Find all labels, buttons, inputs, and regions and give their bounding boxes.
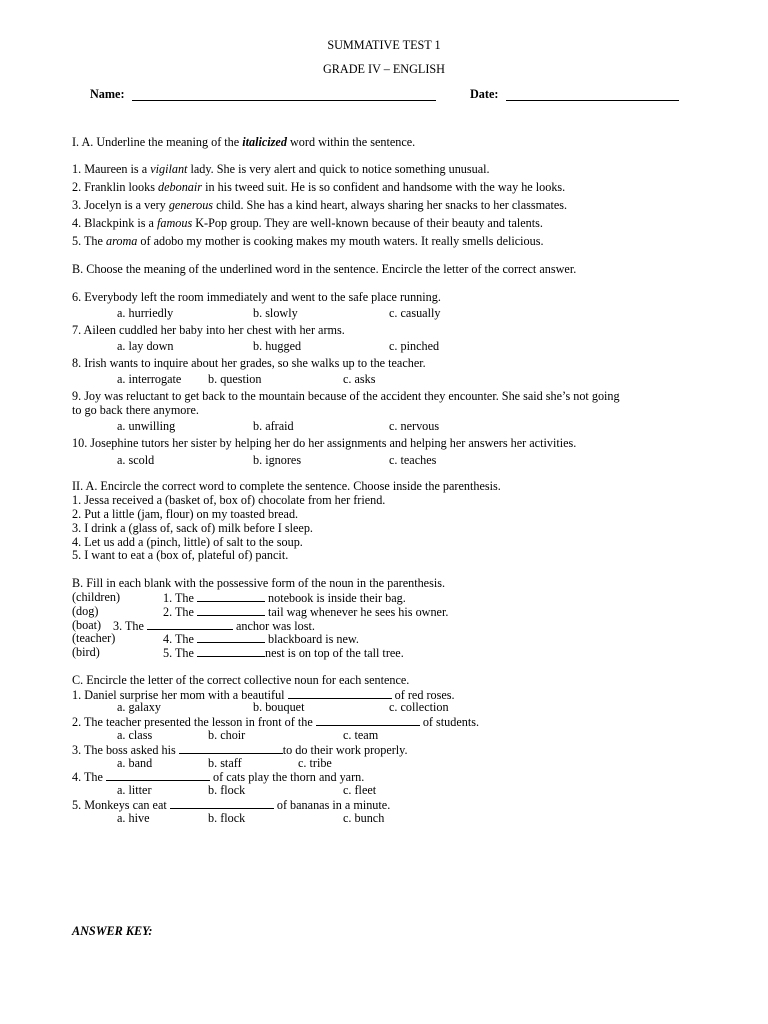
- choice-b[interactable]: b. staff: [208, 756, 242, 770]
- noun-hint: (boat): [72, 618, 102, 632]
- page-subtitle: GRADE IV – ENGLISH: [323, 62, 445, 76]
- choice-c[interactable]: c. pinched: [389, 339, 440, 353]
- item-text: 5. The: [72, 234, 106, 248]
- part2a-item-3[interactable]: 3. I drink a (glass of, sack of) milk before I sleep.: [72, 521, 313, 535]
- item-text: anchor was lost.: [232, 619, 315, 633]
- choice-a[interactable]: a. interrogate: [117, 372, 182, 386]
- part2a-item-5[interactable]: 5. I want to eat a (box of, plateful of) pancit.: [72, 548, 289, 562]
- choice-c[interactable]: c. tribe: [298, 756, 332, 770]
- part2b-item-2: [163, 604, 448, 619]
- item-text: 4. Blackpink is a: [72, 216, 157, 230]
- part1a-item-4: [72, 216, 543, 230]
- choice-a[interactable]: a. unwilling: [117, 419, 176, 433]
- instr-post: word within the sentence.: [286, 135, 416, 149]
- item-text: blackboard is new.: [264, 632, 359, 646]
- item-text[interactable]: of adobo my mother is cooking makes my mouth waters. It really smells delicious.: [137, 234, 544, 248]
- choice-c[interactable]: c. fleet: [343, 783, 377, 797]
- part2a-item-2[interactable]: 2. Put a little (jam, flour) on my toasted bread.: [72, 507, 299, 521]
- part1a-item-2: [72, 180, 565, 194]
- answer-blank[interactable]: [179, 742, 283, 754]
- choice-c[interactable]: c. asks: [343, 372, 376, 386]
- choice-a[interactable]: a. galaxy: [117, 700, 161, 714]
- item-text: of students.: [419, 715, 480, 729]
- part1b-question-9-line2: to go back there anymore.: [72, 403, 199, 417]
- item-text: tail wag whenever he sees his owner.: [264, 605, 449, 619]
- answer-blank[interactable]: [197, 604, 265, 616]
- item-text: 4. The: [163, 632, 197, 646]
- part2c-instruction: C. Encircle the letter of the correct collective noun for each sentence.: [72, 673, 410, 687]
- item-text: 2. The: [163, 605, 197, 619]
- name-label: Name:: [90, 87, 125, 101]
- item-text[interactable]: in his tweed suit. He is so confident and handsome with the way he looks.: [202, 180, 566, 194]
- item-text: of cats play the thorn and yarn.: [209, 770, 365, 784]
- item-text: of red roses.: [391, 688, 455, 702]
- italic-word[interactable]: generous: [168, 198, 214, 212]
- answer-blank[interactable]: [197, 631, 265, 643]
- part1a-item-3: [72, 198, 567, 212]
- part1b-question-9-line1: 9. Joy was reluctant to get back to the mountain because of the accident they encounter. She said she’s not going: [72, 389, 620, 403]
- choice-c[interactable]: c. team: [343, 728, 379, 742]
- part1a-item-1: [72, 162, 490, 176]
- italic-word[interactable]: famous: [156, 216, 193, 230]
- part1b-question-10: 10. Josephine tutors her sister by helping her do her assignments and helping her answers her activities.: [72, 436, 577, 450]
- answer-blank[interactable]: [170, 797, 274, 809]
- choice-c[interactable]: c. nervous: [389, 419, 440, 433]
- page-title: SUMMATIVE TEST 1: [327, 38, 441, 52]
- item-text[interactable]: lady. She is very alert and quick to notice something unusual.: [187, 162, 490, 176]
- item-text: 3. The: [113, 619, 147, 633]
- noun-hint: (dog): [72, 604, 99, 618]
- part2c-item-3: [72, 742, 408, 757]
- part1a-item-5: [72, 234, 544, 248]
- italic-word[interactable]: debonair: [158, 180, 203, 194]
- item-text: 1. Maureen is a: [72, 162, 151, 176]
- choice-b[interactable]: b. afraid: [253, 419, 294, 433]
- choice-b[interactable]: b. flock: [208, 783, 246, 797]
- part2b-item-4: [163, 631, 359, 646]
- choice-c[interactable]: c. collection: [389, 700, 449, 714]
- item-text: 1. Daniel surprise her mom with a beautiful: [72, 688, 288, 702]
- noun-hint: (children): [72, 590, 121, 604]
- italic-word[interactable]: aroma: [105, 234, 138, 248]
- choice-a[interactable]: a. band: [117, 756, 153, 770]
- item-text: 4. The: [72, 770, 106, 784]
- part1b-instruction: B. Choose the meaning of the underlined word in the sentence. Encircle the letter of the correct answer.: [72, 262, 577, 276]
- instr-emphasis: italicized: [242, 135, 287, 149]
- item-text: 2. Franklin looks: [72, 180, 158, 194]
- choice-c[interactable]: c. teaches: [389, 453, 437, 467]
- item-text: 2. The teacher presented the lesson in front of the: [72, 715, 316, 729]
- choice-b[interactable]: b. flock: [208, 811, 246, 825]
- choice-a[interactable]: a. hive: [117, 811, 150, 825]
- noun-hint: (bird): [72, 645, 100, 659]
- choice-a[interactable]: a. lay down: [117, 339, 174, 353]
- item-text: 3. The boss asked his: [72, 743, 179, 757]
- part2a-instruction: II. A. Encircle the correct word to complete the sentence. Choose inside the parenthesis.: [72, 479, 501, 493]
- answer-key-heading: ANSWER KEY:: [72, 924, 153, 938]
- part2c-item-2: [72, 714, 479, 729]
- choice-b[interactable]: b. ignores: [253, 453, 302, 467]
- item-text: 1. The: [163, 591, 197, 605]
- choice-a[interactable]: a. class: [117, 728, 153, 742]
- choice-b[interactable]: b. hugged: [253, 339, 302, 353]
- part2a-item-1[interactable]: 1. Jessa received a (basket of, box of) chocolate from her friend.: [72, 493, 386, 507]
- answer-blank[interactable]: [288, 687, 392, 699]
- item-text: notebook is inside their bag.: [264, 591, 406, 605]
- part2b-item-1: [163, 590, 406, 605]
- date-field[interactable]: [506, 87, 679, 101]
- part2b-instruction: B. Fill in each blank with the possessive form of the noun in the parenthesis.: [72, 576, 446, 590]
- instr-pre: I. A. Underline the meaning of the: [72, 135, 243, 149]
- choice-a[interactable]: a. litter: [117, 783, 152, 797]
- part2a-item-4[interactable]: 4. Let us add a (pinch, little) of salt to the soup.: [72, 535, 303, 549]
- item-text[interactable]: child. She has a kind heart, always sharing her snacks to her classmates.: [213, 198, 568, 212]
- choice-b[interactable]: b. question: [208, 372, 262, 386]
- choice-b[interactable]: b. slowly: [253, 306, 298, 320]
- item-text: 3. Jocelyn is a very: [72, 198, 169, 212]
- part1b-question-7: 7. Aileen cuddled her baby into her chest with her arms.: [72, 323, 345, 337]
- item-text: 5. Monkeys can eat: [72, 798, 170, 812]
- choice-b[interactable]: b. bouquet: [253, 700, 305, 714]
- choice-c[interactable]: c. bunch: [343, 811, 385, 825]
- item-text: to do their work properly.: [282, 743, 408, 757]
- part1a-instruction: [72, 135, 415, 149]
- answer-blank[interactable]: [197, 645, 265, 657]
- item-text[interactable]: K-Pop group. They are well-known because of their beauty and talents.: [192, 216, 543, 230]
- choice-a[interactable]: a. hurriedly: [117, 306, 174, 320]
- noun-hint: (teacher): [72, 631, 116, 645]
- choice-a[interactable]: a. scold: [117, 453, 155, 467]
- part1b-question-6: 6. Everybody left the room immediately and went to the safe place running.: [72, 290, 441, 304]
- answer-blank[interactable]: [147, 618, 233, 630]
- item-text: nest is on top of the tall tree.: [264, 646, 404, 660]
- date-label: Date:: [470, 87, 499, 101]
- answer-blank[interactable]: [316, 714, 420, 726]
- name-field[interactable]: [132, 87, 436, 101]
- item-text: of bananas in a minute.: [273, 798, 391, 812]
- choice-c[interactable]: c. casually: [389, 306, 441, 320]
- part1b-question-8: 8. Irish wants to inquire about her grades, so she walks up to the teacher.: [72, 356, 426, 370]
- part2b-item-5: [163, 645, 404, 660]
- italic-word[interactable]: vigilant: [150, 162, 188, 176]
- answer-blank[interactable]: [106, 769, 210, 781]
- answer-blank[interactable]: [197, 590, 265, 602]
- part2c-item-5: [72, 797, 390, 812]
- choice-b[interactable]: b. choir: [208, 728, 246, 742]
- part2c-item-4: [72, 769, 364, 784]
- item-text: 5. The: [163, 646, 197, 660]
